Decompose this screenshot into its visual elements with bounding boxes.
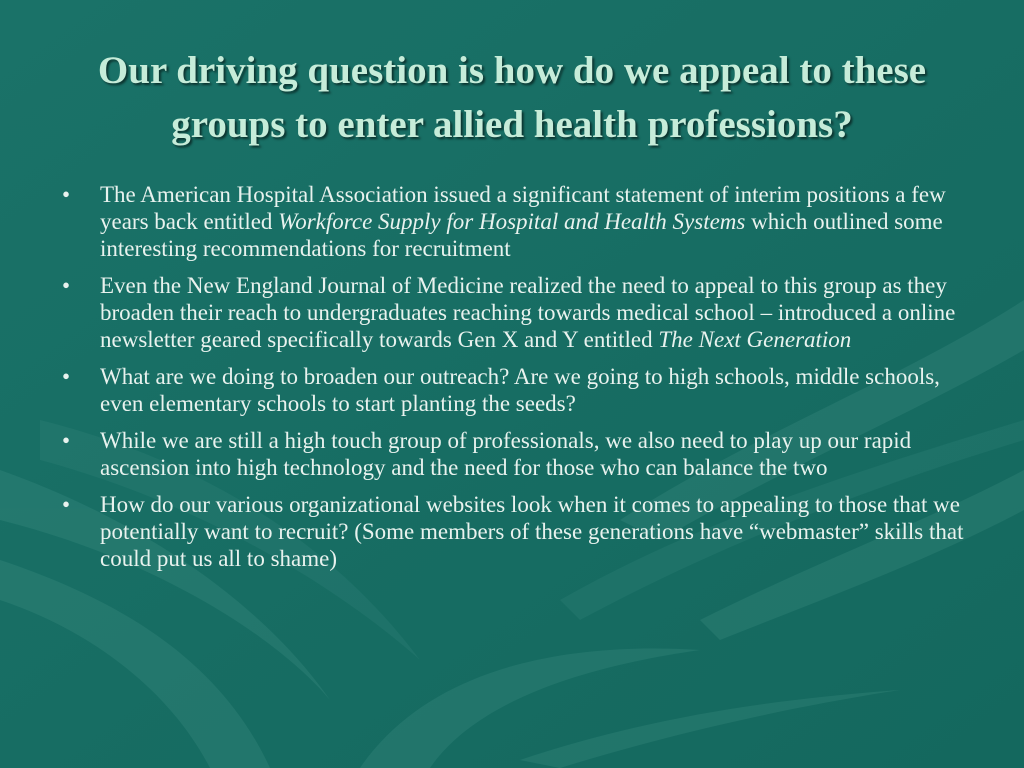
bullet-item (62, 272, 972, 353)
bullet-italic-title: Workforce Supply for Hospital and Health Systems (278, 209, 746, 234)
bullet-text: What are we doing to broaden our outreach? Are we going to high schools, middle schools, even elementary schools to start planting the seeds? (100, 364, 940, 416)
bullet-item (62, 491, 972, 572)
bullet-symbol: • (62, 364, 71, 389)
bullet-text: The American Hospital Association issued a significant statement of interim positions a few years back entitled (100, 182, 946, 234)
bullet-item (62, 181, 972, 262)
slide-title: Our driving question is how do we appeal to these groups to enter allied health professions? (97, 49, 927, 146)
bullet-symbol: • (62, 182, 71, 207)
bullet-text: Even the New England Journal of Medicine realized the need to appeal to this group as they broaden their reach to undergraduates reaching towards medical school – introduced a online newsletter geared specifically towards Gen X and Y entitled (100, 273, 956, 352)
bullet-symbol: • (62, 428, 71, 453)
bullet-symbol: • (62, 273, 71, 298)
bullet-italic-title: The Next Generation (658, 327, 852, 352)
bullet-item (62, 363, 972, 417)
bullet-text: How do our various organizational websites look when it comes to appealing to those that we potentially want to recruit? (Some members of these generations have “webmaster” skills that could put us all to shame) (100, 492, 964, 571)
bullet-symbol: • (62, 492, 71, 517)
bullet-item (62, 427, 972, 481)
bullet-text: While we are still a high touch group of professionals, we also need to play up our rapid ascension into high technology and the need for those who can balance the two (100, 428, 912, 480)
bullet-text-continued: which outlined some interesting recommendations for recruitment (100, 209, 943, 261)
bullet-list (62, 181, 972, 582)
